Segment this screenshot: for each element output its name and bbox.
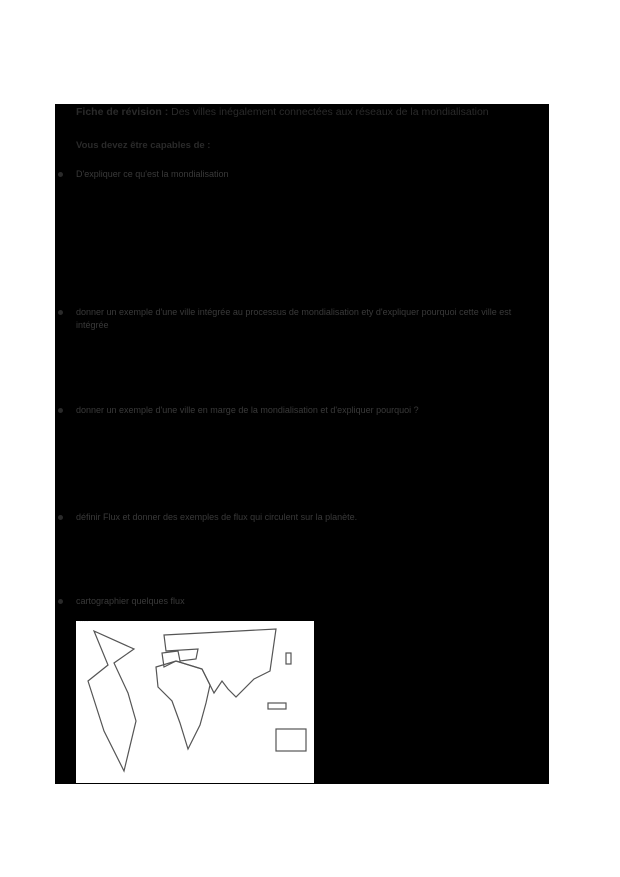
title-text: Des villes inégalement connectées aux réseaux de la mondialisation: [168, 106, 489, 118]
page-title: [76, 106, 536, 118]
bullet-item-3: donner un exemple d'une ville en marge de la mondialisation et d'expliquer pourquoi ?: [76, 405, 419, 415]
indonesia-outline: [268, 703, 286, 709]
australia-outline: [276, 729, 306, 751]
eurasia-outline: [162, 629, 276, 697]
bullet-icon: [58, 515, 63, 520]
bullet-item-1: D'expliquer ce qu'est la mondialisation: [76, 169, 229, 179]
bullet-item-5: cartographier quelques flux: [76, 596, 185, 606]
section-subtitle: Vous devez être capables de :: [76, 140, 211, 151]
map-caption: · · · · ·: [80, 619, 89, 623]
bullet-item-4: définir Flux et donner des exemples de flux qui circulent sur la planète.: [76, 512, 358, 522]
americas-outline: [88, 631, 136, 771]
bullet-item-2: donner un exemple d'une ville intégrée au processus de mondialisation ety d'expliquer pourquoi cette ville est intégrée: [76, 307, 512, 330]
bullet-icon: [58, 310, 63, 315]
world-map: [76, 621, 314, 783]
bullet-icon: [58, 172, 63, 177]
japan-outline: [286, 653, 291, 664]
bullet-icon: [58, 599, 63, 604]
world-map-outline: [76, 621, 314, 783]
africa-outline: [156, 661, 210, 749]
bullet-icon: [58, 408, 63, 413]
title-label: Fiche de révision :: [76, 106, 169, 118]
